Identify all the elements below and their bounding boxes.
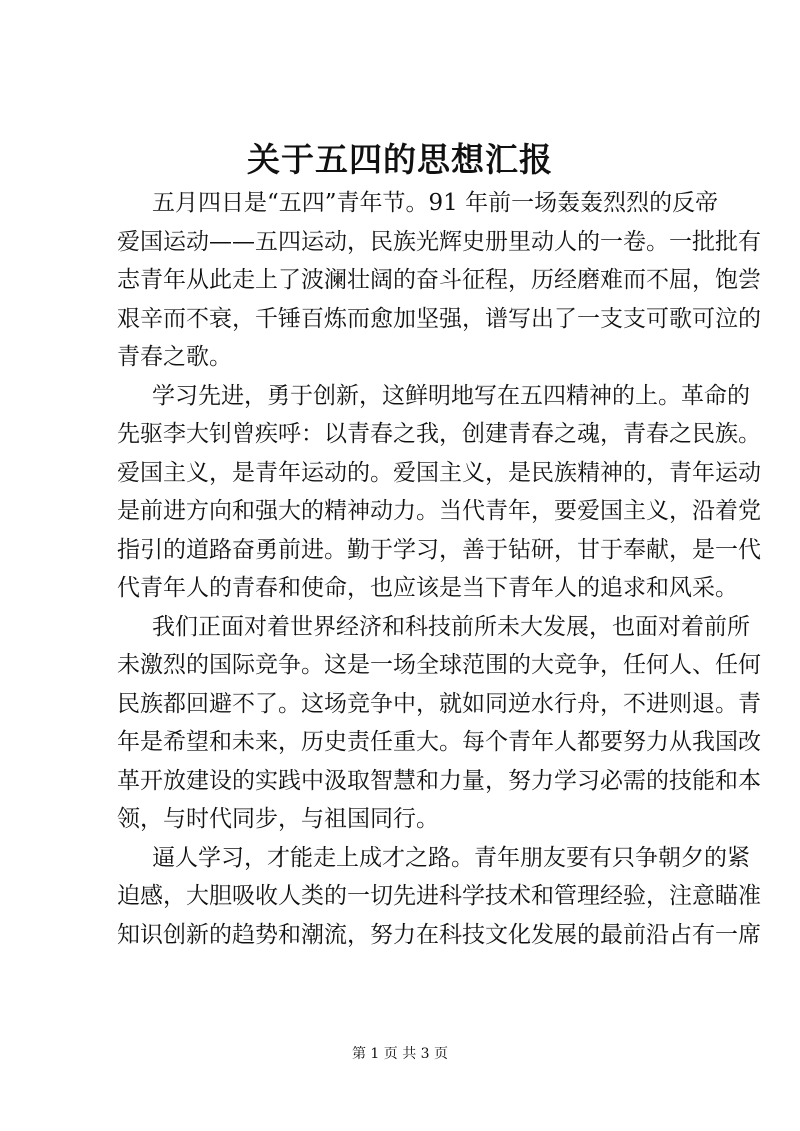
paragraph-2-line-5: 指引的道路奋勇前进。勤于学习，善于钻研，甘于奉献，是一代 [117,536,761,563]
page-number-footer: 第 1 页 共 3 页 [351,1046,449,1062]
paragraph-3-line-5: 革开放建设的实践中汲取智慧和力量，努力学习必需的技能和本 [117,767,761,794]
paragraph-2-line-2: 先驱李大钊曾疾呼：以青春之我，创建青春之魂，青春之民族。 [117,421,761,447]
paragraph-3-line-3: 民族都回避不了。这场竞争中，就如同逆水行舟，不进则退。青 [117,690,761,717]
paragraph-3-line-2: 未激烈的国际竞争。这是一场全球范围的大竞争，任何人、任何 [117,652,761,678]
document-body [117,184,761,954]
paragraph-3-line-6: 领，与时代同步，与祖国同行。 [117,806,439,832]
paragraph-1-line-4: 艰辛而不衰，千锤百炼而愈加坚强，谱写出了一支支可歌可泣的 [117,305,761,332]
paragraph-4-line-3: 知识创新的趋势和潮流，努力在科技文化发展的最前沿占有一席 [117,921,761,948]
paragraph-1-line-2: 爱国运动——五四运动，民族光辉史册里动人的一卷。一批批有 [117,228,761,255]
paragraph-2-line-3: 爱国主义，是青年运动的。爱国主义，是民族精神的，青年运动 [117,459,761,486]
paragraph-1-line-1: 五月四日是“五四”青年节。91 年前一场轰轰烈烈的反帝 [152,190,719,216]
paragraph-4-line-2: 迫感，大胆吸收人类的一切先进科学技术和管理经验，注意瞄准 [117,883,761,909]
paragraph-3-line-1: 我们正面对着世界经济和科技前所未大发展，也面对着前所 [152,613,750,640]
document-title: 关于五四的思想汇报 [247,140,553,179]
paragraph-1-line-3: 志青年从此走上了波澜壮阔的奋斗征程，历经磨难而不屈，饱尝 [117,267,761,293]
paragraph-2-line-6: 代青年人的青春和使命，也应该是当下青年人的追求和风采。 [117,575,738,601]
paragraph-2-line-4: 是前进方向和强大的精神动力。当代青年，要爱国主义，沿着党 [117,498,761,524]
paragraph-3-line-4: 年是希望和未来，历史责任重大。每个青年人都要努力从我国改 [117,729,761,755]
paragraph-2-line-1: 学习先进，勇于创新，这鲜明地写在五四精神的上。革命的 [152,382,750,409]
paragraph-1-line-5: 青春之歌。 [117,344,232,370]
paragraph-4-line-1: 逼人学习，才能走上成才之路。青年朋友要有只争朝夕的紧 [152,844,750,871]
